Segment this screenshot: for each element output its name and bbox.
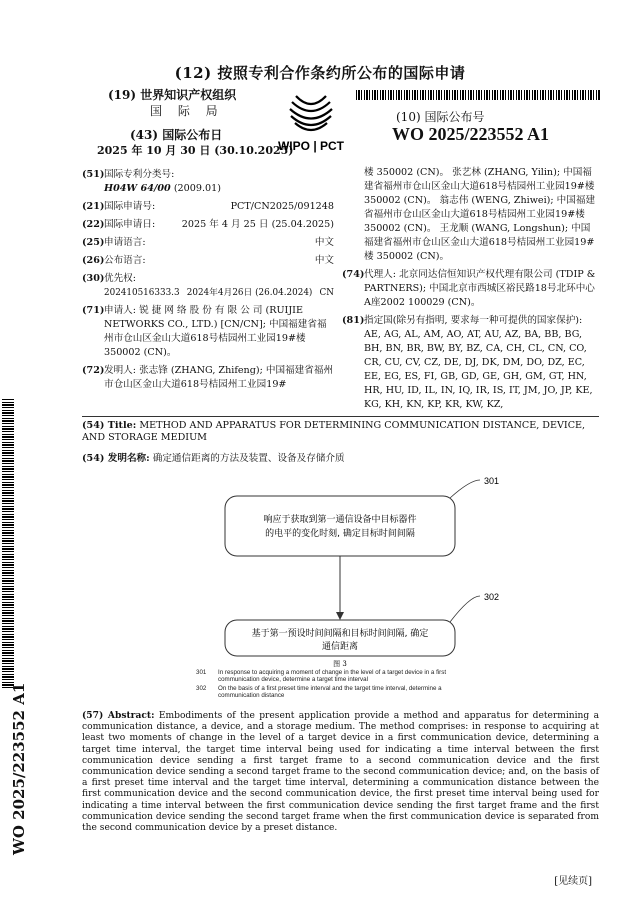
field-22: (22) 国际申请日: 2025 年 4 月 25 日 (25.04.2025) [82,219,334,230]
field-72-continued: 楼 350002 (CN)。 张艺林 (ZHANG, Yilin); 中国福建省福州市仓山区金山大道618号桔园州工业园19#楼 350002 (CN)。 翁志伟 (WENG, Zhiwei); 中国福建省福州市仓山区金山大道618号桔园州工业园19#楼 350002 (CN)。 王龙顺 (WANG, Longshun); 中国福建省福州市仓山区金山大道618号桔园州工业园19#楼 350002 (CN)。 [364,167,596,262]
legend-302-no: 302 [196,685,207,692]
step-301-line2: 的电平的变化时刻, 确定目标时间间隔 [265,529,415,539]
legend-301-line2: communication device, determine a target time interval [218,676,368,683]
flow-arrow-head [336,612,344,620]
legend-302-line2: communication distance [218,692,285,699]
field-81: (81) 指定国(除另有指明, 要求每一种可提供的国家保护): AE, AG, AL, AM, AO, AT, AU, AZ, BA, BB, BG, BH, BN, BR, BW, BY, BZ, CA, CH, CL, CN, CO, CR, CU, CV, CZ, DE, DJ, DK, DM, DO, DZ, EC, EE, EG, ES, FI, GB, GD, GE, GH, GM, GT, HN, HR, HU, ID, IL, IN, IQ, IR, IS, IT, JM, JO, JP, KE, KG, KH, KN, KP, KR, KW, KZ, [342,315,593,410]
field-72: (72) 发明人: 张志锋 (ZHANG, Zhifeng); 中国福建省福州市仓山区金山大道618号桔园州工业园19# [82,365,334,390]
ref-301-leader [450,480,480,498]
wipo-logo [266,88,356,154]
field-51: (51) 国际专利分类号: H04W 64/00 (2009.01) [82,169,221,194]
title-en: (54) Title: METHOD AND APPARATUS FOR DETERMINING COMMUNICATION DISTANCE, DEVICE, AND STORAGE MEDIUM [82,420,586,443]
divider [82,416,599,417]
legend-302-line1: On the basis of a first preset time interval and the target time interval, determine a [218,685,442,692]
legend-301-no: 301 [196,669,207,676]
legend-301-line1: In response to acquiring a moment of change in the level of a target device in a first [218,669,447,676]
field-74: (74) 代理人: 北京同达信恒知识产权代理有限公司 (TDIP & PARTNERS); 中国北京市西城区裕民路18号北环中心A座2002 100029 (CN)。 [342,269,596,308]
field-30: (30) 优先权: 202410516333.3 2024年4月26日 (26.04.2024) CN [82,273,334,298]
ref-301: 301 [484,476,500,486]
abstract: (57) Abstract: Embodiments of the present application provide a method and apparatus for determining a communication distance, a device, and a storage medium. The method comprises: in response to acquiring at least two moments of change in the level of a target device in a first communication device, determining a target time interval, the target time interval being used for indicating a time interval between the first communication device sending a first target frame to a second communication device and the first communication device sending a second target frame to the second communication device; and, on the basis of a first preset time interval and the target time interval, determining a communication distance between the first communication device and the second communication device, the first preset time interval being used for indicating a time interval between the first communication device sending the first target frame and the first communication device sending the second target frame when the first communication device is separated from the second communication device by a preset distance. [82,710,599,834]
bureau: 国 际 局 [150,104,224,118]
field-25: (25) 申请语言: 中文 [82,237,334,248]
org-name: (19) 世界知识产权组织 [108,88,237,102]
step-302-line1: 基于第一预设时间间隔和目标时间间隔, 确定 [251,629,429,639]
barcode [356,90,600,100]
pub-no: WO 2025/223552 A1 [392,124,550,144]
field-21: (21) 国际申请号: PCT/CN2025/091248 [82,201,334,212]
left-column [82,168,334,396]
field-71: (71) 申请人: 锐 捷 网 络 股 份 有 限 公 司 (RUIJIE NETWORKS CO., LTD.) [CN/CN]; 中国福建省福州市仓山区金山大道618号桔园州工业园19#楼 350002 (CN)。 [82,305,327,358]
flow-diagram [150,470,530,700]
step-301-line1: 响应于获取到第一通信设备中目标器件 [263,515,417,525]
wipo-logo-text: WIPO | PCT [277,139,345,153]
pub-date-label: (43) 国际公布日 [130,128,223,142]
document-title: (12) 按照专利合作条约所公布的国际申请 [174,64,466,82]
figure-label: 图 3 [333,660,347,668]
field-26: (26) 公布语言: 中文 [82,255,334,266]
ref-302: 302 [484,592,500,602]
ref-302-leader [450,596,480,622]
continued-note: [见续页] [554,876,592,887]
vertical-pub-no: WO 2025/223552 A1 [10,682,28,855]
step-302-line2: 通信距离 [321,642,359,652]
step-301-box [225,496,455,556]
title-zh: (54) 发明名称: 确定通信距离的方法及装置、设备及存储介质 [82,453,345,464]
vertical-barcode [2,398,14,688]
pub-no-label: (10) 国际公布号 [396,110,485,124]
right-column [342,166,597,416]
pub-date: 2025 年 10 月 30 日 (30.10.2025) [97,144,294,157]
